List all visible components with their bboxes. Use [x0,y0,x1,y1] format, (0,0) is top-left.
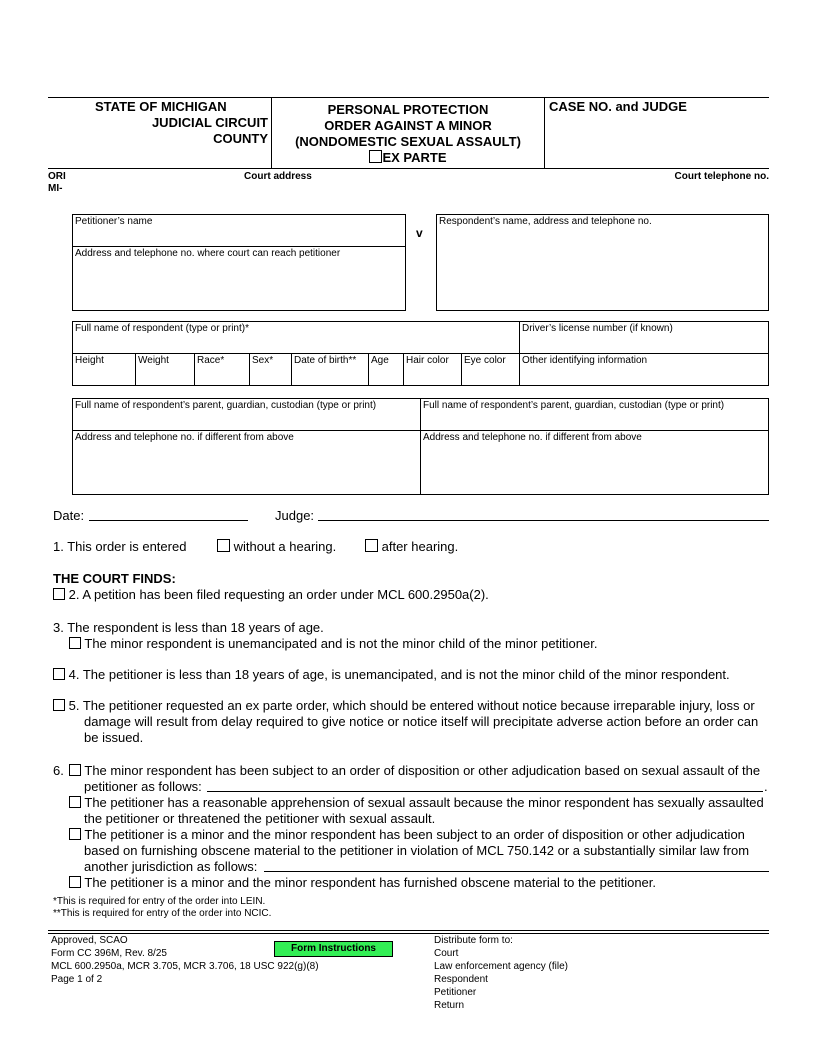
item5-checkbox[interactable] [53,699,65,711]
form-title-line2: ORDER AGAINST A MINOR [324,118,492,133]
item6d-checkbox[interactable] [69,876,81,888]
guardian-right-name-input[interactable] [421,412,768,429]
item6a-field[interactable] [207,791,763,792]
item5-line2: damage will result from delay required to give notice or notice itself will precipitate adverse action before an order can [84,714,759,729]
court-address-label: Court address [244,171,312,182]
county-label: COUNTY [213,131,268,146]
ex-parte-checkbox[interactable] [369,150,382,163]
item6c-field[interactable] [264,871,769,872]
judge-label: Judge: [275,508,315,523]
ncic-note: **This is required for entry of the order into NCIC. [53,908,272,919]
court-finds-heading: THE COURT FINDS: [53,571,176,586]
item6c-line1: The petitioner is a minor and the minor respondent has been subject to an order of disposition or other adjudication [84,827,745,842]
case-no-label: CASE NO. and JUDGE [549,99,687,114]
item2-checkbox[interactable] [53,588,65,600]
item2[interactable] [53,587,489,603]
after-hearing-checkbox[interactable] [365,539,378,552]
distribute-return: Return [434,1000,465,1011]
distribute-label: Distribute form to: [434,935,513,946]
petitioner-divider [72,246,406,247]
item1-text: 1. This order is entered [53,539,187,554]
item4-number: 4. [68,667,80,682]
distribute-petitioner: Petitioner [434,987,477,998]
distribute-law-enforcement: Law enforcement agency (file) [434,961,568,972]
ex-parte-option[interactable] [272,150,544,166]
item3-text: 3. The respondent is less than 18 years of age. [53,620,324,635]
weight-label: Weight [138,355,169,366]
header-top-rule [48,97,769,98]
ori-label: ORI [48,171,66,182]
item5-line1: The petitioner requested an ex parte order, which should be entered without notice because irreparable injury, loss or [82,698,755,713]
state-name: STATE OF MICHIGAN [95,99,227,114]
col-dob [291,353,292,386]
item2-number: 2. [68,587,80,602]
license-label: Driver’s license number (if known) [522,323,673,334]
item6a-line1: The minor respondent has been subject to an order of disposition or other adjudication based on sexual assault of the [84,763,761,778]
item6a-line2: petitioner as follows: [84,779,202,794]
guardian-right-address-input[interactable] [421,444,768,494]
item6c-checkbox[interactable] [69,828,81,840]
item6a-end: . [764,779,768,794]
item6-number: 6. [53,763,64,778]
item4-checkbox[interactable] [53,668,65,680]
item6d[interactable] [69,875,656,891]
form-title-line1: PERSONAL PROTECTION [327,102,489,117]
item6c-line3: another jurisdiction as follows: [84,859,258,874]
item3-sub-checkbox[interactable] [69,637,81,649]
versus-label: v [416,226,423,240]
judge-field[interactable] [318,520,769,521]
judicial-circuit-label: JUDICIAL CIRCUIT [151,115,268,130]
guardian-right-name-label: Full name of respondent’s parent, guardian, custodian (type or print) [423,400,725,411]
sex-label: Sex* [252,355,274,366]
race-label: Race* [197,355,225,366]
guardian-left-address-label: Address and telephone no. if different from above [75,432,294,443]
item6d-line1: The petitioner is a minor and the minor respondent has furnished obscene material to the petitioner. [84,875,657,890]
statutes: MCL 600.2950a, MCR 3.705, MCR 3.706, 18 USC 922(g)(8) [51,961,319,972]
footer-rule-2 [48,933,769,934]
form-title-line3: (NONDOMESTIC SEXUAL ASSAULT) [295,134,521,149]
eye-color-label: Eye color [464,355,506,366]
ex-parte-label: EX PARTE [382,150,447,165]
col-hair [403,353,404,386]
header-divider-2 [544,97,545,168]
item3-sub[interactable] [69,636,597,652]
guardian-left-name-label: Full name of respondent’s parent, guardian, custodian (type or print) [75,400,377,411]
col-race [194,353,195,386]
respondent-full-name-input[interactable] [73,335,518,352]
col-age [368,353,369,386]
item6c[interactable] [69,827,745,843]
item6b-line1: The petitioner has a reasonable apprehension of sexual assault because the minor respondent has sexually assaulted [84,795,764,810]
item5[interactable] [53,698,755,714]
date-label: Date: [53,508,85,523]
col-eye [461,353,462,386]
without-hearing-label: without a hearing. [233,539,337,554]
petitioner-address-label: Address and telephone no. where court can reach petitioner [75,248,341,259]
guardian-left-name-input[interactable] [73,412,419,429]
date-field[interactable] [89,520,248,521]
item5-number: 5. [68,698,80,713]
header-bottom-rule [48,168,769,169]
distribute-respondent: Respondent [434,974,488,985]
mi-label: MI- [48,183,63,194]
age-label: Age [371,355,389,366]
col-weight [135,353,136,386]
petitioner-name-input[interactable] [73,228,405,245]
distribute-court: Court [434,948,459,959]
item4[interactable] [53,667,730,683]
item6a[interactable] [69,763,760,779]
respondent-full-name-label: Full name of respondent (type or print)* [75,323,249,334]
petitioner-name-label: Petitioner’s name [75,216,153,227]
without-hearing-option[interactable] [217,539,336,555]
col-sex [249,353,250,386]
other-info-label: Other identifying information [522,355,648,366]
guardian-left-address-input[interactable] [73,444,419,494]
form-number: Form CC 396M, Rev. 8/25 [51,948,167,959]
col-license [519,321,520,386]
respondent-details-divider [72,353,769,354]
item4-text: The petitioner is less than 18 years of age, is unemancipated, and is not the minor child of the minor respondent. [82,667,730,682]
without-hearing-checkbox[interactable] [217,539,230,552]
court-phone-label: Court telephone no. [674,171,769,182]
approved-label: Approved, SCAO [51,935,128,946]
license-input[interactable] [520,335,768,352]
after-hearing-label: after hearing. [381,539,459,554]
item6b-line2: the petitioner or threatened the petitioner with sexual assault. [84,811,436,826]
hair-color-label: Hair color [406,355,449,366]
item6a-checkbox[interactable] [69,764,81,776]
respondent-info-input[interactable] [437,228,768,310]
item2-text: A petition has been filed requesting an order under MCL 600.2950a(2). [82,587,489,602]
lein-note: *This is required for entry of the order into LEIN. [53,896,266,907]
petitioner-address-input[interactable] [73,260,405,310]
after-hearing-option[interactable] [365,539,458,555]
item5-line3: be issued. [84,730,144,745]
height-label: Height [75,355,104,366]
page-number: Page 1 of 2 [51,974,103,985]
form-instructions-button[interactable]: Form Instructions [274,941,393,957]
guardian-right-address-label: Address and telephone no. if different from above [423,432,642,443]
item6b[interactable] [69,795,764,811]
dob-label: Date of birth** [294,355,357,366]
item3-sub-text: The minor respondent is unemancipated and is not the minor child of the minor petitioner. [84,636,598,651]
item6b-checkbox[interactable] [69,796,81,808]
footer-rule-1 [48,930,769,931]
respondent-info-label: Respondent’s name, address and telephone no. [439,216,652,227]
item6c-line2: based on furnishing obscene material to the petitioner in violation of MCL 750.142 or a substantially similar law from [84,843,750,858]
